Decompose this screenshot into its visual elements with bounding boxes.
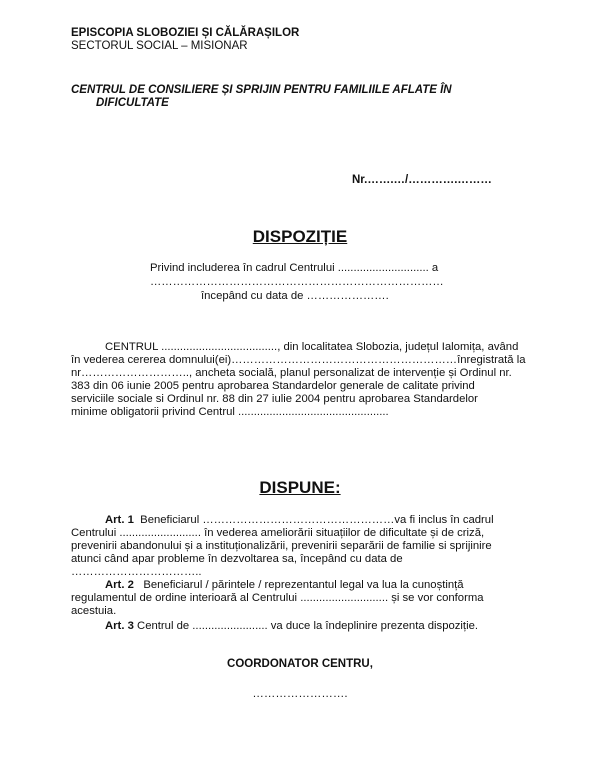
article-2-text: Beneficiarul / părintele / reprezentantul legal va lua la cunoștință: [143, 579, 464, 591]
article-2-line3: acestuia.: [71, 605, 117, 617]
intro-line4: 383 din 06 iunie 2005 pentru aprobarea Standardelor generale de calitate privind: [71, 380, 475, 392]
signature-line: …………………….: [252, 688, 348, 700]
article-3-text: Centrul de ........................ va duce la îndeplinire prezenta dispoziție.: [137, 620, 478, 632]
article-2-label: Art. 2: [105, 579, 134, 591]
intro-line2: în vederea cererea domnului(ei)……………………………………………………înregistrată la: [71, 354, 526, 366]
intro-line3: nr……………………….., ancheta socială, planul personalizat de intervenție și Ordinul nr.: [71, 367, 512, 379]
article-1-label: Art. 1: [105, 514, 134, 526]
article-2-line1: [105, 579, 464, 592]
center-title-line1: CENTRUL DE CONSILIERE ȘI SPRIJIN PENTRU FAMILIILE AFLATE ÎN: [71, 84, 452, 96]
article-1-line1: [105, 514, 494, 527]
document-title: DISPOZIȚIE: [252, 227, 348, 246]
article-1-line5: ……………………………..: [71, 566, 202, 578]
article-3-line1: [105, 620, 478, 633]
subject-line1: Privind includerea în cadrul Centrului ............................. a: [150, 262, 439, 274]
coordinator-title: COORDONATOR CENTRU,: [227, 658, 373, 670]
article-2-line2: regulamentul de ordine interioară al Centrului ............................ și se vor conforma: [71, 592, 484, 604]
intro-line1: CENTRUL ....................................., din localitatea Slobozia, județul Ialomița, având: [105, 341, 519, 353]
article-1-line3: prevenirii abandonului și a instituționalizării, prevenirii separării de familie si sprijinire: [71, 540, 492, 552]
organization-name: EPISCOPIA SLOBOZIEI ȘI CĂLĂRAȘILOR: [71, 27, 300, 39]
article-1-line4: atunci când apar probleme în dezvoltarea sa, începând cu data de: [71, 553, 403, 565]
intro-line5: serviciile sociale si Ordinul nr. 88 din 27 iulie 2004 pentru aprobarea Standardelor: [71, 393, 478, 405]
intro-line6: minime obligatorii privind Centrul ................................................: [71, 406, 389, 418]
center-title-line2: DIFICULTATE: [96, 97, 169, 109]
dispune-title: DISPUNE:: [259, 478, 341, 497]
subject-line3: începând cu data de ………………….: [201, 290, 389, 302]
article-1-text: Beneficiarul ……………………………………………va fi inclus în cadrul: [140, 514, 494, 526]
organization-sector: SECTORUL SOCIAL – MISIONAR: [71, 40, 248, 52]
subject-line2: ……………………………………………………………………: [150, 276, 444, 288]
article-1-line2: Centrului .......................... în vederea ameliorării situațiilor de dificultate și de criză,: [71, 527, 485, 539]
document-number: Nr.…….…/………….………: [352, 174, 492, 186]
article-3-label: Art. 3: [105, 620, 134, 632]
